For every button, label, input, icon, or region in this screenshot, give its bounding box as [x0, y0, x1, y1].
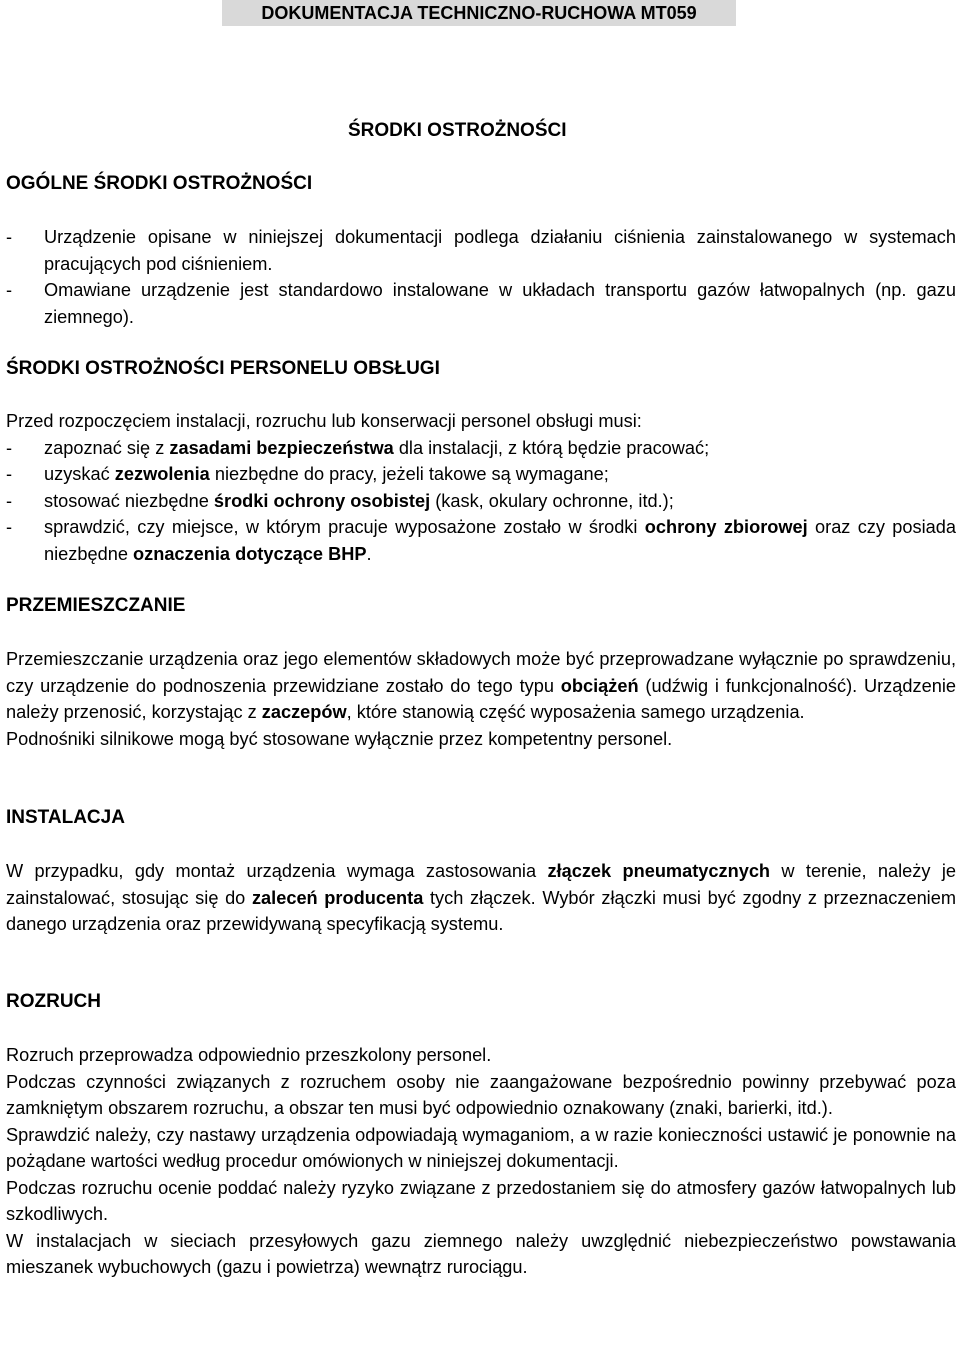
section-heading-general: OGÓLNE ŚRODKI OSTROŻNOŚCI: [6, 173, 313, 194]
bold-text: środki ochrony osobistej: [213, 490, 431, 511]
text-run: , które stanowią część wyposażenia samego urządzenia.: [346, 702, 805, 722]
text-run: sprawdzić, czy miejsce, w którym pracuje wyposażone zostało w środki: [44, 517, 645, 537]
general-item-2: Omawiane urządzenie jest standardowo instalowane w układach transportu gazów łatwopalnych (np. gazu ziemnego).: [44, 280, 956, 327]
startup-paragraph-2: Podczas czynności związanych z rozruchem osoby nie zaangażowane bezpośrednio powinny przebywać poza zamkniętym obszarem rozruchu, a obszar ten musi być odpowiednio oznakowany (znaki, barierki, itd.).: [6, 1071, 956, 1118]
text-run: (udźwig i funkcjonalność). Urządzenie należy przenosić, korzystając z: [6, 675, 956, 722]
bold-text: obciążeń: [560, 675, 639, 696]
section-heading-personnel: ŚRODKI OSTROŻNOŚCI PERSONELU OBSŁUGI: [6, 358, 440, 379]
section-transport: [6, 646, 956, 752]
section-installation: [6, 858, 956, 938]
startup-paragraph-4: Podczas rozruchu ocenie poddać należy ryzyko związane z przedostaniem się do atmosfery gazów łatwopalnych lub szkodliwych.: [6, 1177, 956, 1224]
text-run: (kask, okulary ochronne, itd.);: [430, 490, 674, 511]
text-run: stosować niezbędne: [44, 490, 214, 511]
list-item: - Urządzenie opisane w niniejszej dokumentacji podlega działaniu ciśnienia zainstalowanego w systemach pracujących pod ciśnieniem.: [6, 224, 956, 277]
transport-paragraph-2: Podnośniki silnikowe mogą być stosowane wyłącznie przez kompetentny personel.: [6, 728, 673, 749]
document-header: DOKUMENTACJA TECHNICZNO-RUCHOWA MT059: [222, 0, 736, 26]
bold-text: zezwolenia: [114, 464, 210, 484]
text-run: dla instalacji, z którą będzie pracować;: [393, 437, 710, 458]
personnel-intro: Przed rozpoczęciem instalacji, rozruchu lub konserwacji personel obsługi musi:: [6, 411, 642, 431]
bold-text: zaczepów: [261, 702, 347, 722]
page-title: ŚRODKI OSTROŻNOŚCI: [348, 120, 567, 141]
list-item: - uzyskać zezwolenia niezbędne do pracy, jeżeli takowe są wymagane;: [6, 464, 609, 484]
list-item: - Omawiane urządzenie jest standardowo instalowane w układach transportu gazów łatwopalnych (np. gazu ziemnego).: [6, 277, 956, 330]
bold-text: złączek pneumatycznych: [547, 861, 771, 881]
section-heading-startup: ROZRUCH: [6, 991, 101, 1012]
text-run: oraz czy posiada niezbędne: [44, 517, 957, 564]
section-general: [6, 224, 956, 330]
text-run: tych złączek. Wybór złączki musi być zgodny z przeznaczeniem danego urządzenia oraz przewidywaną specyfikacją systemu.: [6, 887, 956, 934]
text-run: W przypadku, gdy montaż urządzenia wymaga zastosowania: [6, 861, 548, 881]
section-startup: [6, 1042, 956, 1281]
bold-text: zaleceń producenta: [251, 887, 424, 908]
bold-text: oznaczenia dotyczące BHP: [133, 543, 367, 564]
list-item: - stosować niezbędne środki ochrony osobistej (kask, okulary ochronne, itd.);: [6, 490, 674, 511]
startup-paragraph-5: W instalacjach w sieciach przesyłowych gazu ziemnego należy uwzględnić niebezpieczeństwo powstawania mieszanek wybuchowych (gazu i powietrza) wewnątrz rurociągu.: [6, 1230, 956, 1277]
section-heading-transport: PRZEMIESZCZANIE: [6, 595, 186, 616]
text-run: zapoznać się z: [44, 437, 170, 458]
startup-paragraph-1: Rozruch przeprowadza odpowiednio przeszkolony personel.: [6, 1045, 492, 1065]
text-run: .: [366, 543, 372, 564]
bold-text: zasadami bezpieczeństwa: [169, 437, 394, 458]
list-item: - sprawdzić, czy miejsce, w którym pracuje wyposażone zostało w środki ochrony zbiorowej oraz czy posiada niezbędne oznaczenia dotyczące BHP.: [6, 517, 957, 564]
text-run: Przemieszczanie urządzenia oraz jego elementów składowych może być przeprowadzane wyłącznie po sprawdzeniu, czy urządzenie do podnoszenia przewidziane zostało do tego typu: [6, 649, 956, 696]
section-heading-installation: INSTALACJA: [6, 807, 125, 828]
text-run: w terenie, należy je zainstalować, stosując się do: [6, 861, 956, 908]
list-item: - zapoznać się z zasadami bezpieczeństwa dla instalacji, z którą będzie pracować;: [6, 437, 710, 458]
section-personnel: [6, 408, 956, 567]
startup-paragraph-3: Sprawdzić należy, czy nastawy urządzenia odpowiadają wymaganiom, a w razie konieczności ustawić je ponownie na pożądane wartości według procedur omówionych w niniejszej dokumentacji.: [6, 1124, 956, 1171]
text-run: uzyskać: [44, 464, 115, 484]
transport-paragraph-1: [6, 646, 956, 726]
installation-paragraph: [6, 858, 956, 938]
text-run: niezbędne do pracy, jeżeli takowe są wymagane;: [209, 464, 609, 484]
general-item-1: Urządzenie opisane w niniejszej dokumentacji podlega działaniu ciśnienia zainstalowanego w systemach pracujących pod ciśnieniem.: [44, 227, 956, 274]
bold-text: ochrony zbiorowej: [644, 517, 808, 537]
